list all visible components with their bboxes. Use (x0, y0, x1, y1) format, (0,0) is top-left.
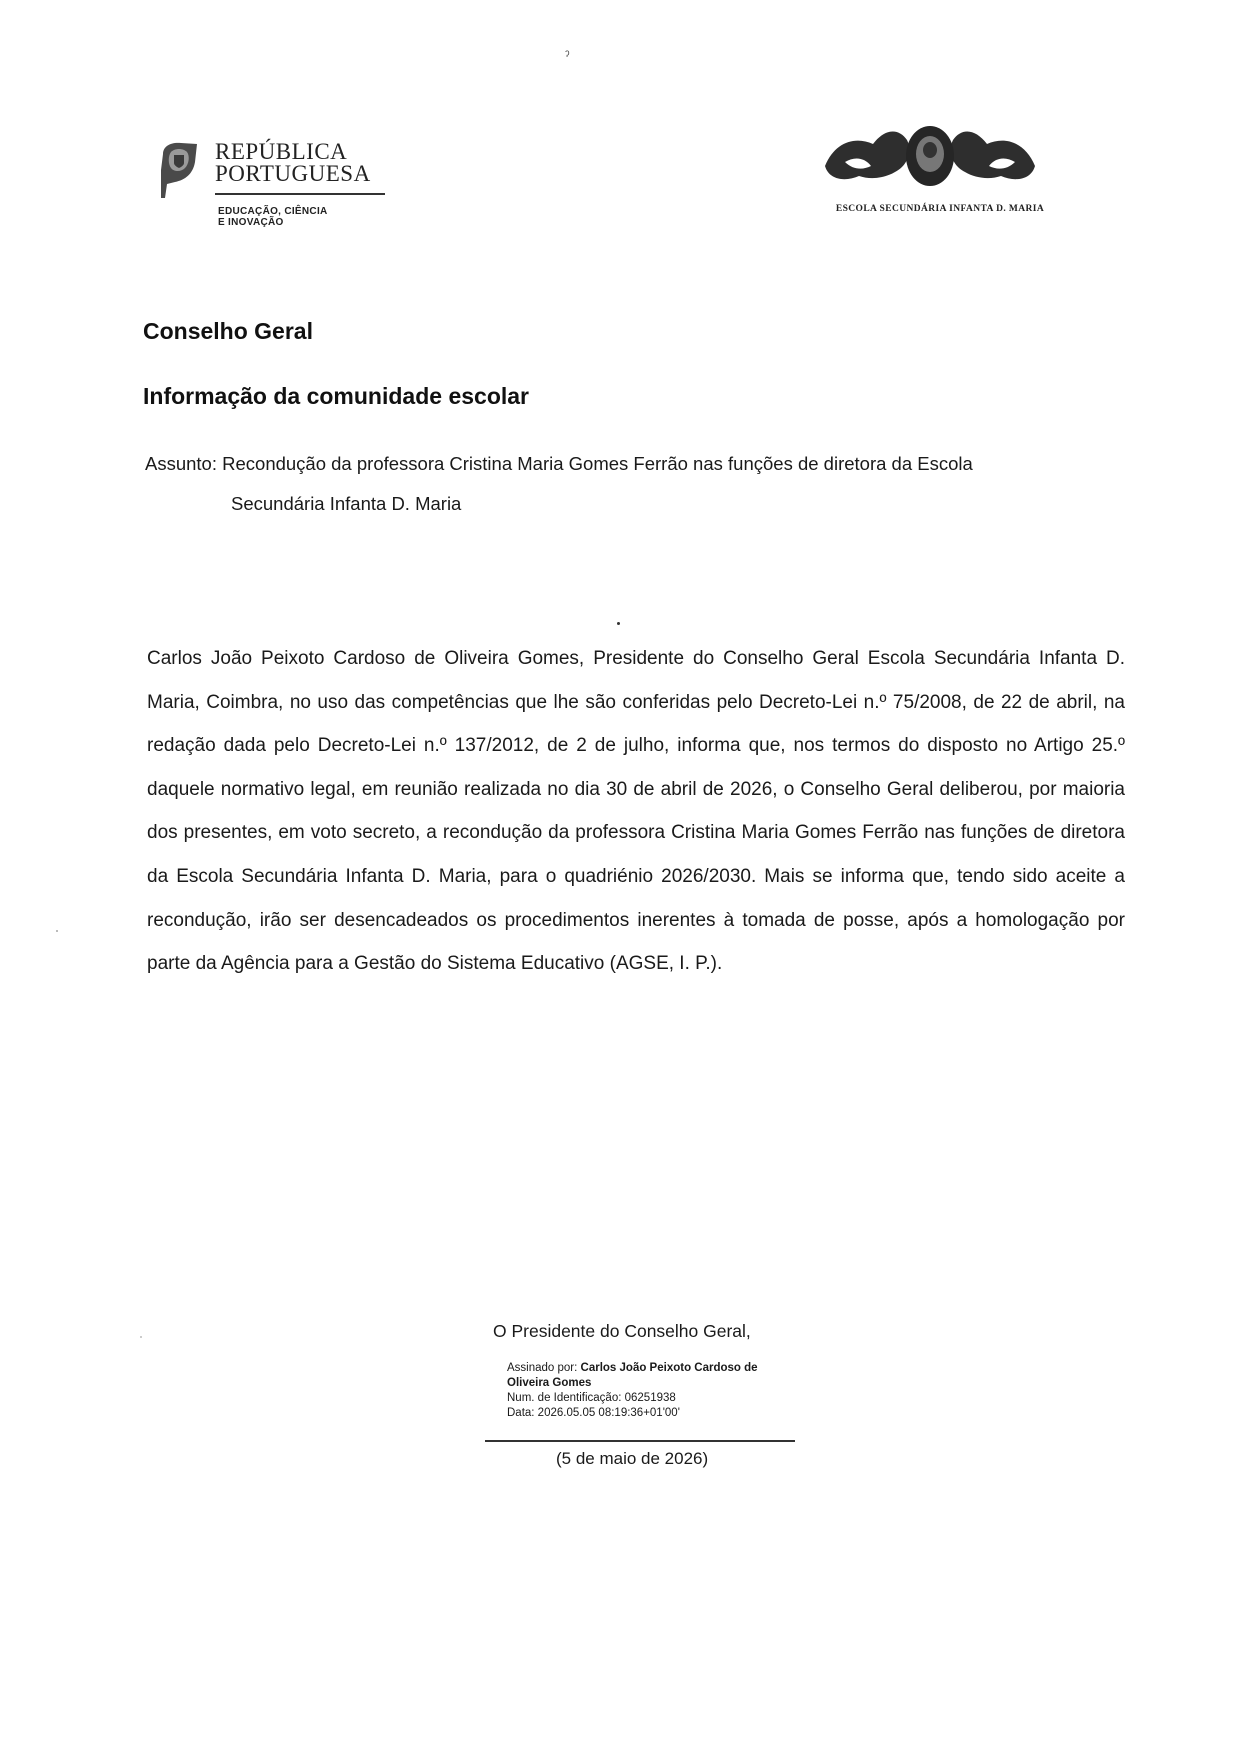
signature-date: Data: 2026.05.05 08:19:36+01'00' (507, 1407, 680, 1419)
ministry-line2: E INOVAÇÃO (218, 217, 284, 228)
signer-name-line2: Oliveira Gomes (507, 1377, 592, 1389)
subject (145, 444, 1130, 524)
republic-title (215, 141, 371, 185)
school-name: ESCOLA SECUNDÁRIA INFANTA D. MARIA (835, 204, 1045, 214)
signed-by-line2 (507, 1376, 758, 1391)
subject-line2: Secundária Infanta D. Maria (231, 493, 462, 514)
ministry-line1: EDUCAÇÃO, CIÊNCIA (218, 206, 328, 217)
signature-role: O Presidente do Conselho Geral, (493, 1321, 751, 1341)
signature-date-caption: (5 de maio de 2026) (556, 1449, 709, 1468)
republic-title-line1: REPÚBLICA (215, 139, 348, 164)
school-crest-icon (815, 122, 1045, 194)
signed-by-line1 (507, 1361, 758, 1376)
scan-dot (617, 622, 620, 625)
info-heading: Informação da comunidade escolar (143, 383, 530, 409)
digital-signature (507, 1361, 758, 1421)
republic-title-line2: PORTUGUESA (215, 161, 371, 186)
scan-speck (140, 1336, 142, 1338)
scan-mark: ˀ (565, 48, 570, 63)
republic-divider (215, 193, 385, 195)
body-paragraph: Carlos João Peixoto Cardoso de Oliveira Gomes, Presidente do Conselho Geral Escola Secundária Infanta D. Maria, Coimbra, no uso das competências que lhe são conferidas pelo Decreto-Lei n.º 75/2008, de 22 de abril, na redação dada pelo Decreto-Lei n.º 137/2012, de 2 de julho, informa que, nos termos do disposto no Artigo 25.º daquele normativo legal, em reunião realizada no dia 30 de abril de 2026, o Conselho Geral deliberou, por maioria dos presentes, em voto secreto, a recondução da professora Cristina Maria Gomes Ferrão nas funções de diretora da Escola Secundária Infanta D. Maria, para o quadriénio 2026/2030. Mais se informa que, tendo sido aceite a recondução, irão ser desencadeados os procedimentos inerentes à tomada de posse, após a homologação por parte da Agência para a Gestão do Sistema Educativo (AGSE, I. P.). (147, 648, 1125, 975)
signature-line (485, 1440, 795, 1442)
ministry-name (218, 206, 328, 228)
signer-id: Num. de Identificação: 06251938 (507, 1392, 676, 1404)
council-heading: Conselho Geral (143, 318, 313, 344)
subject-line1: Assunto: Recondução da professora Cristina Maria Gomes Ferrão nas funções de diretora da Escola (145, 453, 973, 474)
republic-emblem-icon (157, 140, 201, 198)
signed-by-label: Assinado por: (507, 1362, 578, 1374)
signer-name-line1: Carlos João Peixoto Cardoso de (580, 1362, 758, 1374)
scan-speck (56, 930, 58, 932)
